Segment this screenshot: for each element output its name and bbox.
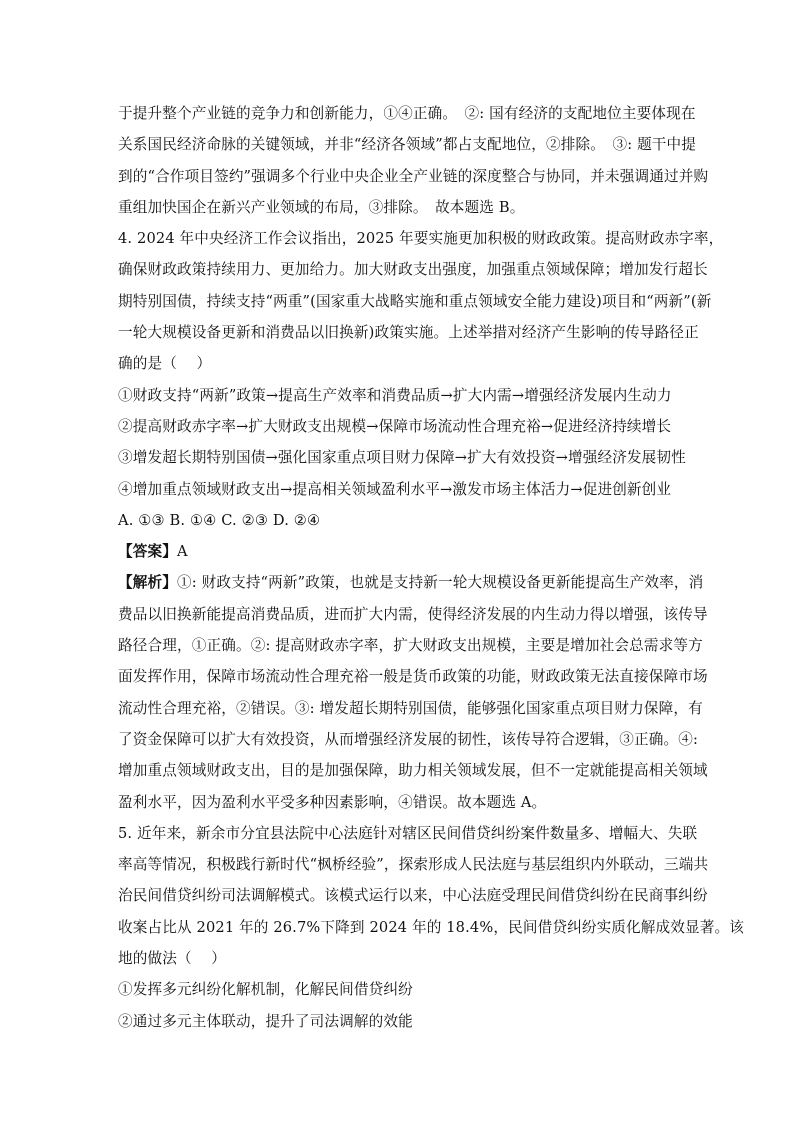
- question-5: [118, 818, 745, 1037]
- analysis-label: 【解析】: [118, 574, 177, 592]
- statement-item: ①财政支持“两新”政策→提高生产效率和消费品质→扩大内需→增强经济发展内生动力: [118, 386, 672, 404]
- question-stem: [118, 818, 745, 974]
- text-line: 增加重点领域财政支出，目的是加强保障，助力相关领域发展，但不一定就能提高相关领域: [118, 762, 708, 780]
- analysis-block: [118, 567, 708, 817]
- text-line: 路径合理，①正确。②: 提高财政赤字率，扩大财政支出规模，主要是增加社会总需求等方: [118, 637, 703, 655]
- statement-item: ②通过多元主体联动，提升了司法调解的效能: [118, 1012, 413, 1030]
- text-line: 确的是（ ）: [118, 355, 212, 373]
- text-line: 到的“合作项目签约”强调多个行业中央企业全产业链的深度整合与协同，并未强调通过并购: [118, 167, 709, 185]
- text-line: 流动性合理充裕，②错误。③: 增发超长期特别国债，能够强化国家重点项目财力保障，有: [118, 699, 703, 717]
- previous-analysis: [118, 98, 709, 223]
- text-line: 收案占比从 2021 年的 26.7%下降到 2024 年的 18.4%，民间借贷纠纷实质化解成效显著。该: [118, 918, 745, 936]
- text-line: 了资金保障可以扩大有效投资，从而增强经济发展的韧性，该传导符合逻辑，③正确。④:: [118, 730, 699, 748]
- text-line: 4. 2024 年中央经济工作会议指出，2025 年要实施更加积极的财政政策。提高财政赤字率，: [118, 230, 724, 248]
- text-line: 5. 近年来，新余市分宜县法院中心法庭针对辖区民间借贷纠纷案件数量多、增幅大、失联: [118, 824, 698, 842]
- statement-item: ④增加重点领域财政支出→提高相关领域盈利水平→激发市场主体活力→促进创新创业: [118, 480, 672, 498]
- text-line: 确保财政政策持续用力、更加给力。加大财政支出强度，加强重点领域保障；增加发行超长: [118, 261, 708, 279]
- statement-item: ②提高财政赤字率→扩大财政支出规模→保障市场流动性合理充裕→促进经济持续增长: [118, 417, 672, 435]
- question-4: [118, 223, 724, 818]
- statement-item: ①发挥多元纠纷化解机制，化解民间借贷纠纷: [118, 981, 413, 999]
- text-line: 盈利水平，因为盈利水平受多种因素影响，④错误。故本题选 A。: [118, 793, 547, 811]
- text-line: 率高等情况，积极践行新时代“枫桥经验”，探索形成人民法庭与基层组织内外联动，三端共: [118, 856, 709, 874]
- statement-list: [118, 380, 690, 505]
- text-line: 一轮大规模设备更新和消费品以旧换新)政策实施。上述举措对经济产生影响的传导路径正: [118, 324, 699, 342]
- statement-list: [118, 974, 690, 1037]
- text-line: 重组加快国企在新兴产业领域的布局，③排除。 故本题选 B。: [118, 198, 525, 216]
- text-line: 关系国民经济命脉的关键领域，并非“经济各领域”都占支配地位，②排除。 ③: 题干中提: [118, 136, 697, 154]
- text-line: 治民间借贷纠纷司法调解模式。该模式运行以来，中心法庭受理民间借贷纠纷在民商事纠纷: [118, 887, 708, 905]
- text-line: 【解析】①: 财政支持“两新”政策，也就是支持新一轮大规模设备更新能提高生产效率，消: [118, 574, 704, 592]
- text-line: 面发挥作用，保障市场流动性合理充裕一般是货币政策的功能，财政政策无法直接保障市场: [118, 668, 708, 686]
- text-line: 于提升整个产业链的竞争力和创新能力，①④正确。 ②: 国有经济的支配地位主要体现在: [118, 105, 696, 122]
- text-line: 费品以旧换新能提高消费品质，进而扩大内需，使得经济发展的内生动力得以增强，该传导: [118, 605, 708, 623]
- text-line: 期特别国债，持续支持“两重”(国家重大战略实施和重点领域安全能力建设)项目和“两新”(新: [118, 292, 712, 310]
- answer-value: A: [176, 543, 188, 561]
- question-stem: [118, 223, 724, 379]
- text-line: 地的做法（ ）: [118, 950, 226, 968]
- statement-item: ③增发超长期特别国债→强化国家重点项目财力保障→扩大有效投资→增强经济发展韧性: [118, 449, 686, 467]
- document-page: [118, 98, 745, 1037]
- answer-line: [118, 536, 690, 567]
- answer-label: 【答案】: [118, 543, 177, 561]
- answer-choices: A. ①③ B. ①④ C. ②③ D. ②④: [118, 511, 321, 529]
